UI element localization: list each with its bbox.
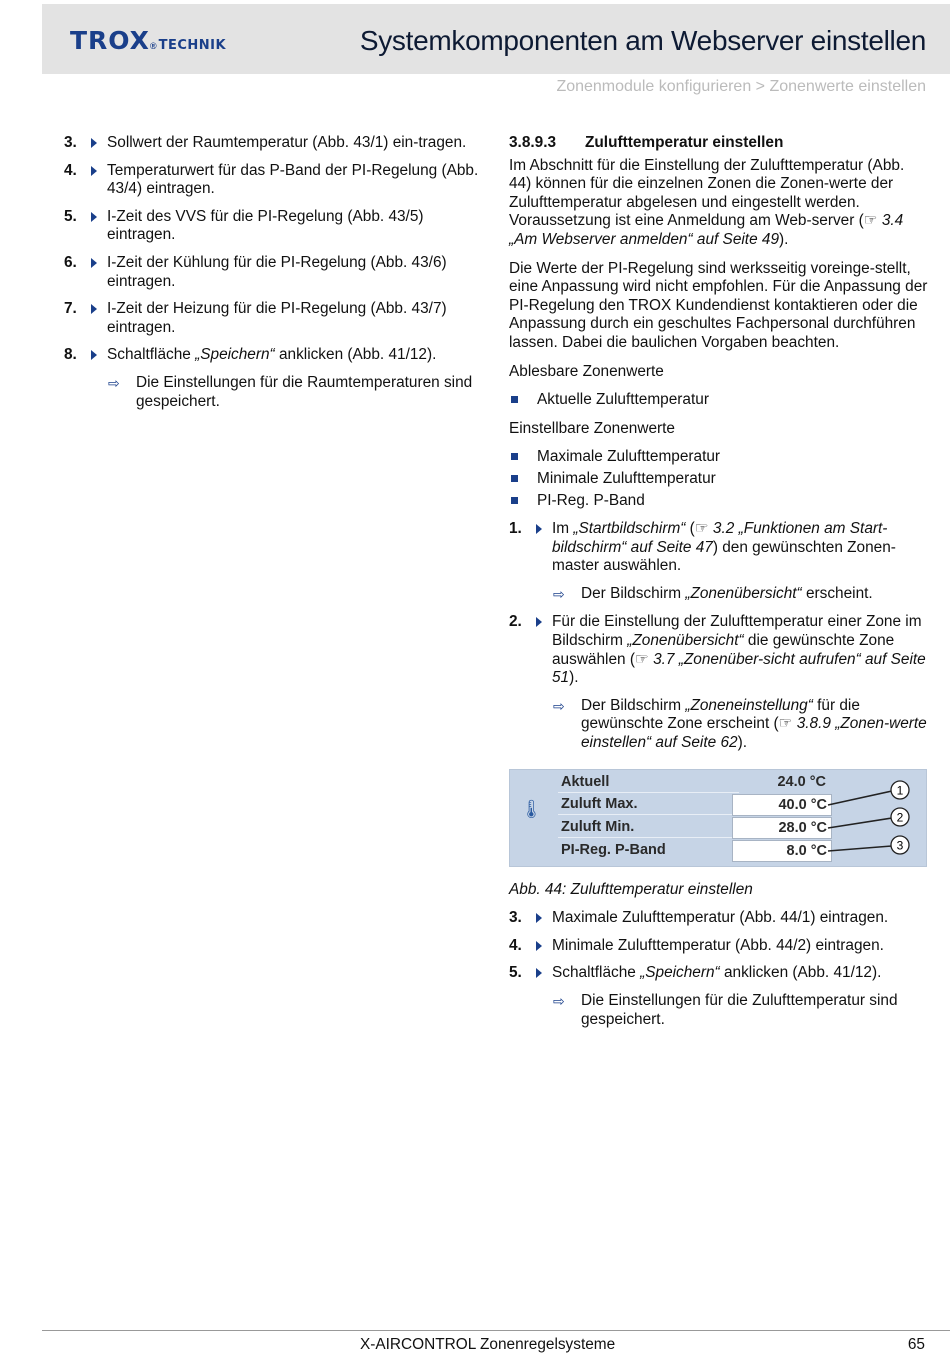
result-emphasis: „Zonenübersicht“ bbox=[685, 584, 802, 602]
right-column bbox=[509, 134, 929, 1039]
result-arrow-icon: ⇨ bbox=[108, 374, 120, 391]
page-number: 65 bbox=[907, 1336, 925, 1353]
breadcrumb: Zonenmodule konfigurieren > Zonenwerte einstellen bbox=[556, 78, 926, 95]
step-text: Im bbox=[552, 520, 574, 538]
zone-settings-figure bbox=[509, 769, 927, 867]
result-text: Die Einstellungen für die Raumtemperaturen sind gespeichert. bbox=[136, 373, 473, 410]
step-item bbox=[64, 208, 484, 245]
cross-reference-link[interactable]: 3.2 „Funktionen am Start-bildschirm“ auf Seite 47 bbox=[552, 520, 888, 556]
result-text: Die Einstellungen für die Zulufttemperatur sind gespeichert. bbox=[581, 992, 898, 1028]
step-item bbox=[509, 909, 929, 928]
list-item bbox=[509, 448, 929, 467]
logo-main: TROX bbox=[70, 26, 150, 55]
step-text: ). bbox=[569, 669, 579, 687]
arrow-icon bbox=[91, 166, 97, 176]
bullet-icon bbox=[511, 497, 518, 504]
step-text: Sollwert der Raumtemperatur (Abb. 43/1) ein-tragen. bbox=[107, 134, 467, 151]
bullet-icon bbox=[511, 475, 518, 482]
trox-logo bbox=[70, 26, 227, 56]
list-item-text: PI-Reg. P-Band bbox=[537, 491, 645, 509]
step-item bbox=[64, 162, 484, 199]
callout-lines bbox=[510, 770, 926, 866]
bullet-icon bbox=[511, 396, 518, 403]
list-item bbox=[509, 492, 929, 511]
step-item bbox=[509, 964, 929, 983]
callout-2: 2 bbox=[896, 810, 904, 825]
step-emphasis: „Speichern“ bbox=[640, 964, 720, 982]
callout-1: 1 bbox=[896, 783, 904, 798]
arrow-icon bbox=[536, 941, 542, 951]
arrow-icon bbox=[91, 212, 97, 222]
step-result bbox=[509, 585, 929, 604]
section-number: 3.8.9.3 bbox=[509, 134, 557, 151]
step-number: 2. bbox=[509, 613, 522, 631]
step-text: Schaltfläche bbox=[107, 346, 196, 364]
link-icon: ☞ bbox=[778, 715, 793, 733]
cross-reference-link[interactable]: 3.7 „Zonenüber-sicht aufrufen“ auf Seite 51 bbox=[552, 650, 926, 687]
result-emphasis: „Zoneneinstellung“ bbox=[685, 696, 813, 714]
step-text: I-Zeit der Heizung für die PI-Regelung (Abb. 43/7) eintragen. bbox=[107, 300, 447, 336]
step-item bbox=[64, 346, 484, 365]
settable-label: Einstellbare Zonenwerte bbox=[509, 419, 675, 437]
step-number: 4. bbox=[509, 936, 522, 954]
footer-title: X-AIRCONTROL Zonenregelsysteme bbox=[360, 1336, 616, 1353]
step-text: Für die Einstellung der Zulufttemperatur einer Zone im Bildschirm bbox=[552, 613, 922, 650]
step-text: ) den gewünschten Zonen-master auswählen. bbox=[552, 538, 896, 575]
logo-sub: TECHNIK bbox=[158, 38, 227, 53]
link-icon: ☞ bbox=[635, 650, 649, 668]
readable-list bbox=[509, 391, 929, 410]
list-item-text: Minimale Zulufttemperatur bbox=[537, 469, 716, 487]
step-number: 4. bbox=[64, 161, 77, 179]
step-number: 3. bbox=[64, 134, 77, 151]
figure-row-label: PI-Reg. P-Band bbox=[561, 841, 666, 858]
arrow-icon bbox=[536, 968, 542, 978]
cross-reference-link[interactable]: 3.8.9 „Zonen-werte einstellen“ auf Seite 62 bbox=[581, 715, 927, 752]
section-title: Zulufttemperatur einstellen bbox=[585, 134, 784, 151]
arrow-icon bbox=[91, 258, 97, 268]
section-heading bbox=[509, 134, 929, 153]
paragraph-text: Im Abschnitt für die Einstellung der Zulufttemperatur (Abb. 44) können für die einzelnen Zonen die Zonen-werte der Zulufttemperatur abgelesen und eingestellt werden. Voraussetzung ist eine Anmeldung am Web-server ( bbox=[509, 156, 905, 230]
paragraph-text: ). bbox=[779, 230, 789, 248]
arrow-icon bbox=[536, 524, 542, 534]
link-icon: ☞ bbox=[694, 520, 709, 538]
figure-row-label: Aktuell bbox=[558, 772, 739, 793]
list-item-text: Maximale Zulufttemperatur bbox=[537, 448, 721, 466]
step-text: die gewünschte Zone auswählen ( bbox=[552, 632, 895, 668]
min-temp-input[interactable]: 28.0 °C bbox=[732, 817, 832, 839]
p-band-input[interactable]: 8.0 °C bbox=[732, 840, 832, 862]
arrow-icon bbox=[536, 617, 542, 627]
step-item bbox=[64, 134, 484, 153]
result-arrow-icon: ⇨ bbox=[553, 993, 565, 1009]
callout-3: 3 bbox=[896, 838, 904, 853]
step-number: 6. bbox=[64, 253, 77, 271]
step-text: I-Zeit der Kühlung für die PI-Regelung (Abb. 43/6) eintragen. bbox=[107, 253, 447, 290]
step-result bbox=[509, 697, 929, 753]
list-item-text: Aktuelle Zulufttemperatur bbox=[537, 391, 709, 409]
result-arrow-icon: ⇨ bbox=[553, 697, 565, 714]
step-text: anklicken (Abb. 41/12). bbox=[719, 964, 882, 982]
step-text: Temperaturwert für das P-Band der PI-Regelung (Abb. 43/4) eintragen. bbox=[107, 161, 479, 198]
figure-row-label: Zuluft Min. bbox=[558, 817, 739, 838]
paragraph-intro bbox=[509, 157, 929, 250]
step-item bbox=[64, 300, 484, 337]
step-emphasis: „Startbildschirm“ bbox=[573, 520, 686, 538]
result-text: ). bbox=[737, 734, 747, 752]
arrow-icon bbox=[91, 350, 97, 360]
step-number: 7. bbox=[64, 300, 77, 318]
link-icon: ☞ bbox=[863, 212, 878, 230]
readable-label: Ablesbare Zonenwerte bbox=[509, 362, 664, 380]
step-number: 5. bbox=[509, 964, 522, 982]
step-result bbox=[509, 992, 929, 1029]
step-text: Maximale Zulufttemperatur (Abb. 44/1) eintragen. bbox=[552, 909, 889, 927]
result-text: Der Bildschirm bbox=[581, 584, 686, 602]
max-temp-input[interactable]: 40.0 °C bbox=[732, 794, 832, 816]
page-header bbox=[42, 4, 950, 74]
step-number: 3. bbox=[509, 909, 522, 927]
step-item bbox=[509, 613, 929, 687]
step-emphasis: „Zonenübersicht“ bbox=[627, 632, 744, 650]
current-temp-value: 24.0 °C bbox=[777, 773, 826, 790]
figure-row-label: Zuluft Max. bbox=[558, 794, 739, 815]
page-title: Systemkomponenten am Webserver einstellen bbox=[359, 25, 926, 56]
list-item bbox=[509, 391, 929, 410]
footer-divider bbox=[42, 1330, 950, 1331]
bullet-icon bbox=[511, 453, 518, 460]
settable-list bbox=[509, 448, 929, 510]
step-text: ( bbox=[685, 520, 695, 538]
step-text: Minimale Zulufttemperatur (Abb. 44/2) eintragen. bbox=[552, 936, 884, 954]
step-number: 5. bbox=[64, 207, 77, 225]
step-item bbox=[64, 254, 484, 291]
result-arrow-icon: ⇨ bbox=[553, 585, 565, 602]
result-text: Der Bildschirm bbox=[581, 696, 686, 714]
step-result bbox=[64, 374, 484, 411]
paragraph-note: Die Werte der PI-Regelung sind werksseitig voreinge-stellt, eine Anpassung wird nicht empfohlen. Für die Anpassung der PI-Regelung den TROX Kundendienst kontaktieren oder die Anpassung durch ein geschultes Fachpersonal durchführen lassen. Dabei die baulichen Vorgaben beachten. bbox=[509, 259, 928, 351]
figure-caption: Abb. 44: Zulufttemperatur einstellen bbox=[509, 880, 753, 898]
step-item bbox=[509, 520, 929, 576]
logo-reg: ® bbox=[149, 41, 157, 51]
list-item bbox=[509, 470, 929, 489]
arrow-icon bbox=[91, 138, 97, 148]
step-number: 8. bbox=[64, 346, 77, 364]
step-number: 1. bbox=[509, 520, 522, 538]
arrow-icon bbox=[91, 304, 97, 314]
arrow-icon bbox=[536, 913, 542, 923]
step-item bbox=[509, 937, 929, 956]
step-text: I-Zeit des VVS für die PI-Regelung (Abb. 43/5) eintragen. bbox=[107, 207, 424, 244]
result-text: für die gewünschte Zone erscheint ( bbox=[581, 696, 860, 733]
left-column bbox=[64, 134, 484, 421]
step-emphasis: „Speichern“ bbox=[195, 346, 275, 364]
cross-reference-link[interactable]: 3.4 „Am Webserver anmelden“ auf Seite 49 bbox=[509, 212, 904, 248]
result-text: erscheint. bbox=[801, 584, 873, 602]
step-text: Schaltfläche bbox=[552, 964, 641, 982]
step-text: anklicken (Abb. 41/12). bbox=[274, 346, 437, 364]
thermometer-icon: 🌡 bbox=[520, 798, 543, 819]
